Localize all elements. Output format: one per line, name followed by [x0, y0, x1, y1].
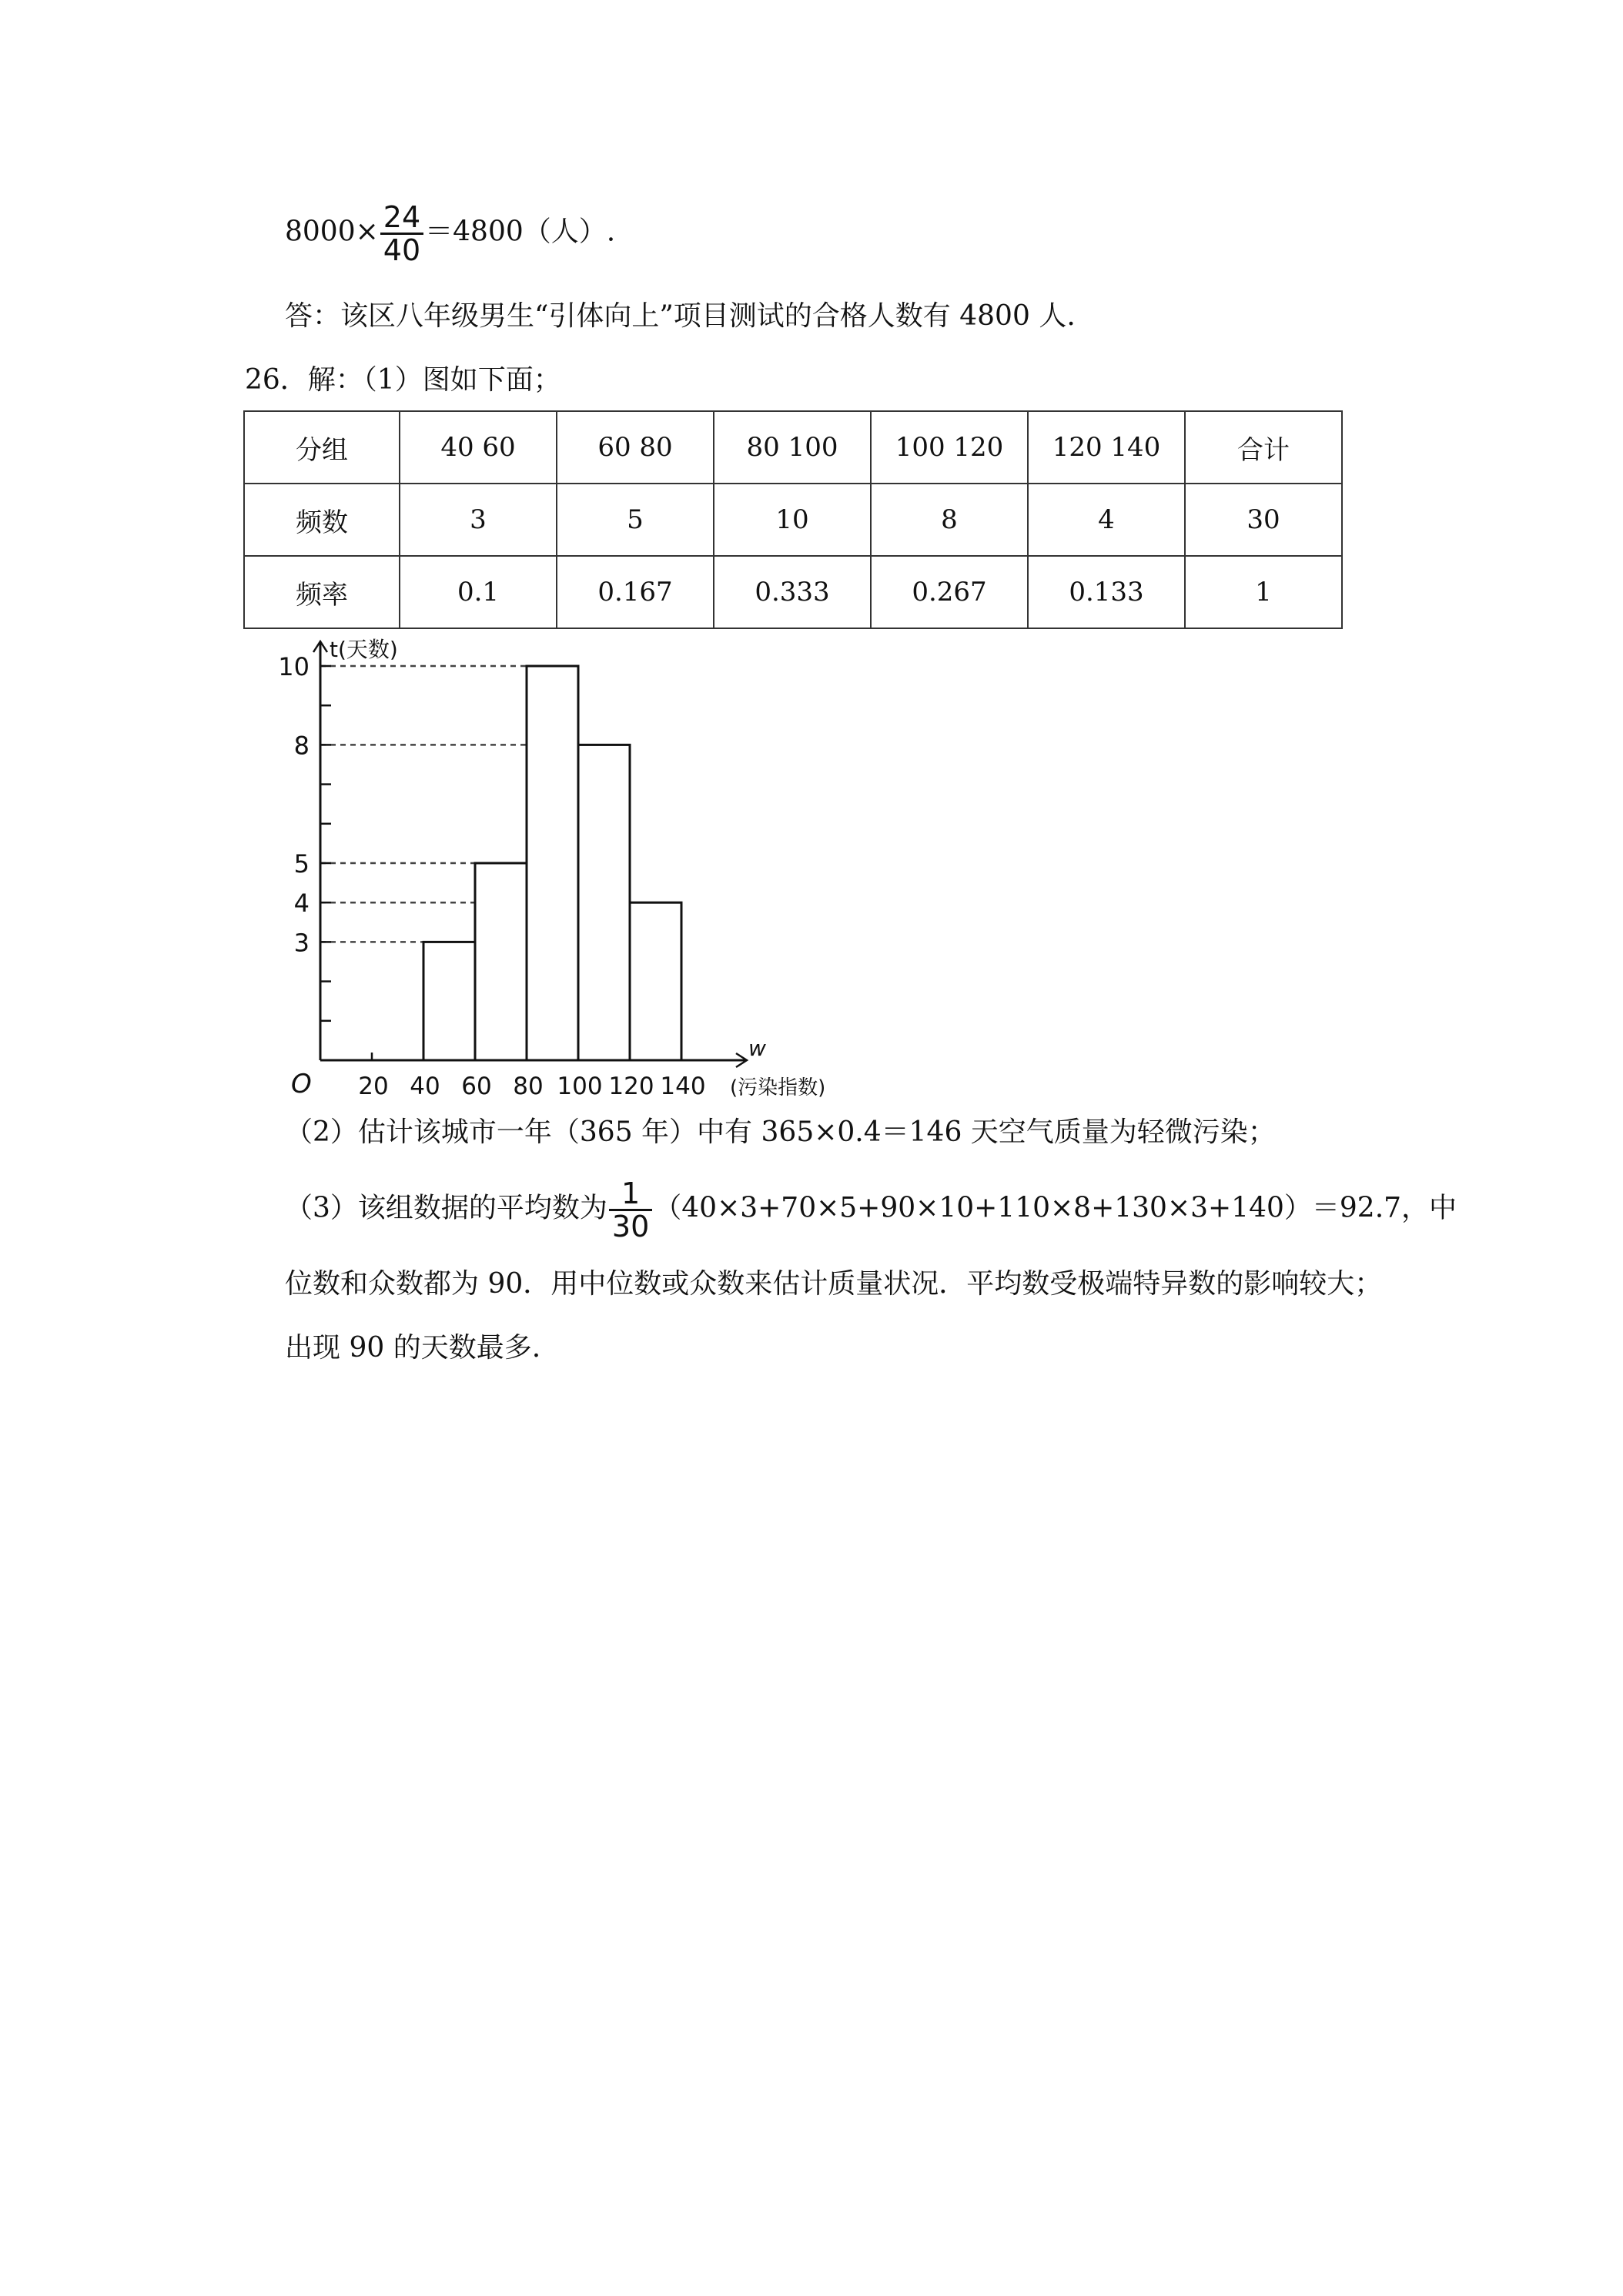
table-cell: 1 [1185, 556, 1342, 628]
calc-frac-denominator: 40 [383, 233, 421, 267]
frequency-table [243, 410, 1343, 629]
table-cell: 10 [714, 484, 871, 556]
table-row [244, 411, 1342, 484]
y-tick-label: 8 [293, 731, 310, 761]
histogram-bar [578, 745, 630, 1060]
table-cell: 频率 [244, 556, 400, 628]
histogram-bar [527, 666, 578, 1060]
y-axis-label: t(天数) [330, 637, 398, 662]
y-tick-label: 5 [293, 849, 310, 879]
question-26-intro: 26．解：（1）图如下面； [245, 364, 561, 396]
table-cell: 分组 [244, 411, 400, 484]
table-cell: 8 [871, 484, 1028, 556]
calc-frac-numerator: 24 [380, 202, 423, 235]
x-axis-sublabel: (污染指数) [730, 1076, 826, 1099]
answer-line: 答：该区八年级男生“引体向上”项目测试的合格人数有 4800 人. [285, 300, 1076, 332]
calc-prefix: 8000× [285, 216, 379, 248]
histogram-bar [630, 902, 681, 1060]
y-tick-label: 10 [278, 652, 310, 681]
y-tick-label: 4 [293, 889, 310, 919]
x-axis-label: w [748, 1036, 766, 1061]
x-tick-label: 80 [513, 1073, 544, 1100]
table-cell: 0.133 [1028, 556, 1185, 628]
table-cell: 100 120 [871, 411, 1028, 484]
table-cell: 30 [1185, 484, 1342, 556]
x-tick-label: 60 [461, 1073, 492, 1100]
table-row [244, 556, 1342, 628]
table-cell: 5 [557, 484, 714, 556]
part-3-line [285, 1178, 1457, 1242]
histogram-bar [475, 863, 527, 1060]
calc-suffix: ＝4800（人）. [425, 216, 616, 248]
part3-fraction [609, 1178, 652, 1242]
x-tick-label: 20 [358, 1073, 389, 1100]
x-tick-label: 140 [660, 1073, 706, 1100]
table-cell: 频数 [244, 484, 400, 556]
table-cell: 60 80 [557, 411, 714, 484]
table-cell: 0.167 [557, 556, 714, 628]
calc-fraction [380, 202, 423, 266]
origin-label: O [291, 1069, 312, 1099]
calc-line [285, 202, 615, 266]
part3-frac-numerator: 1 [609, 1178, 652, 1211]
y-tick-label: 3 [293, 928, 310, 958]
table-cell: 80 100 [714, 411, 871, 484]
table-cell: 0.267 [871, 556, 1028, 628]
part-3-line-2: 位数和众数都为 90．用中位数或众数来估计质量状况．平均数受极端特异数的影响较大； [285, 1268, 1383, 1300]
table-row [244, 484, 1342, 556]
table-cell: 4 [1028, 484, 1185, 556]
histogram-bar [423, 942, 475, 1060]
part3-frac-denominator: 30 [611, 1210, 650, 1243]
histogram-chart [269, 628, 839, 1105]
x-tick-label: 100 [557, 1073, 603, 1100]
table-cell: 合计 [1185, 411, 1342, 484]
part3-suffix: （40×3+70×5+90×10+110×8+130×3+140）＝92.7，中 [654, 1192, 1457, 1224]
part-2-line: （2）估计该城市一年（365 年）中有 365×0.4＝146 天空气质量为轻微污染； [285, 1116, 1276, 1148]
x-tick-label: 120 [608, 1073, 654, 1100]
part-3-line-3: 出现 90 的天数最多. [285, 1332, 541, 1364]
table-cell: 0.1 [400, 556, 557, 628]
table-cell: 40 60 [400, 411, 557, 484]
part3-prefix: （3）该组数据的平均数为 [285, 1192, 607, 1224]
table-cell: 120 140 [1028, 411, 1185, 484]
x-tick-label: 40 [410, 1073, 440, 1100]
table-cell: 3 [400, 484, 557, 556]
table-cell: 0.333 [714, 556, 871, 628]
